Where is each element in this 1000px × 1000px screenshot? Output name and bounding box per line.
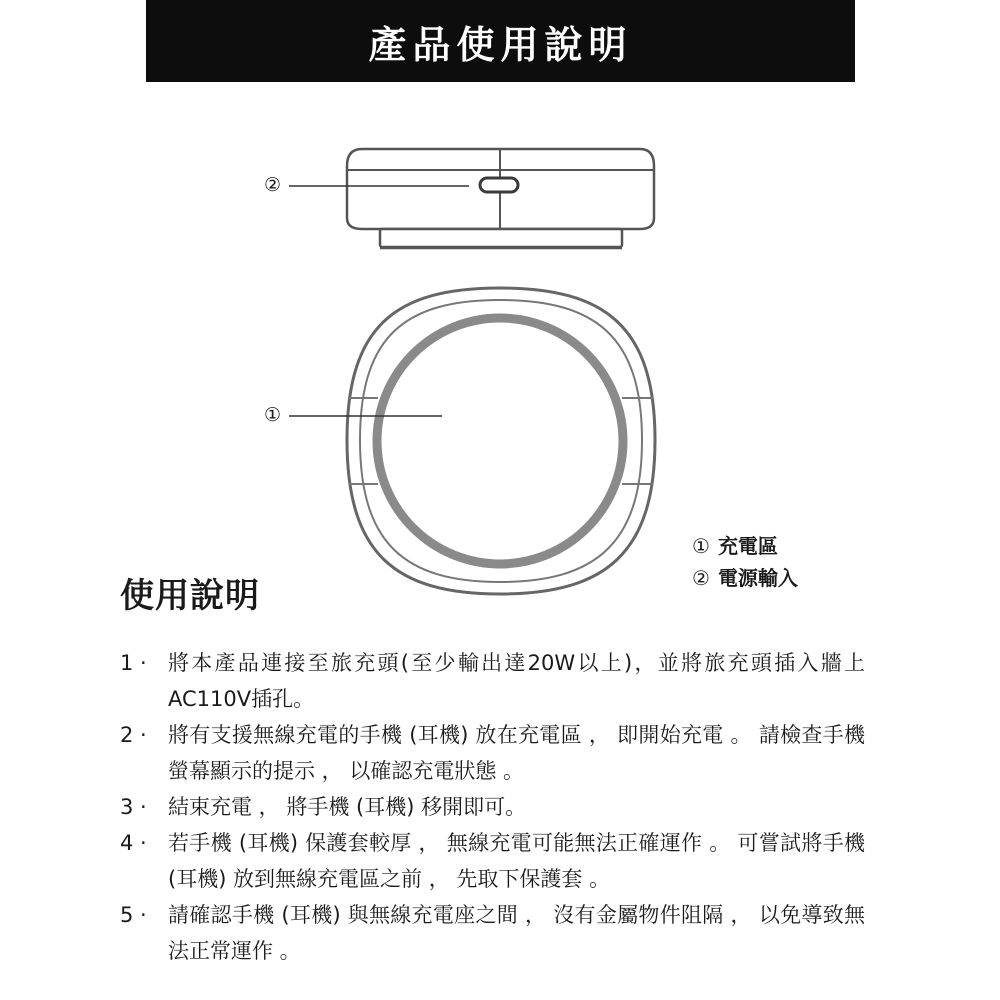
instruction-text: 若手機 (耳機) 保護套較厚 ， 無線充電可能無法正確運作 。 可嘗試將手機 (耳機) 放到無線充電區之前 ， 先取下保護套 。 xyxy=(168,831,865,891)
diagram-legend xyxy=(692,530,798,594)
charger-top-view xyxy=(347,288,655,594)
instruction-text: 結束充電 ， 將手機 (耳機) 移開即可。 xyxy=(168,795,527,819)
instruction-text: 請確認手機 (耳機) 與無線充電座之間 ， 沒有金屬物件阻隔 ， 以免導致無法正常運作 。 xyxy=(168,903,865,963)
legend-label: 充電區 xyxy=(717,534,778,558)
instruction-number: 2 · xyxy=(120,723,147,747)
instruction-number: 5 · xyxy=(120,903,147,927)
instruction-item xyxy=(120,717,865,789)
instruction-number: 4 · xyxy=(120,831,147,855)
legend-item-charging-area xyxy=(692,530,798,562)
instruction-item xyxy=(120,789,865,825)
instructions-list xyxy=(120,645,865,969)
callout-label-1: ① xyxy=(264,404,282,426)
section-title: 使用說明 xyxy=(120,576,260,616)
instruction-text: 將本產品連接至旅充頭(至少輸出達20W以上)，並將旅充頭插入牆上AC110V插孔。 xyxy=(168,651,865,711)
charger-side-view xyxy=(347,149,654,248)
page-title: 產品使用說明 xyxy=(368,22,633,67)
instruction-number: 3 · xyxy=(120,795,147,819)
legend-item-power-input xyxy=(692,562,798,594)
callout-label-2: ② xyxy=(264,174,282,196)
instruction-number: 1 · xyxy=(120,651,147,675)
charging-area-ring xyxy=(377,318,623,564)
instruction-item xyxy=(120,825,865,897)
legend-num: ② xyxy=(692,566,710,590)
power-port-icon xyxy=(480,178,518,192)
legend-label: 電源輸入 xyxy=(717,566,798,590)
legend-num: ① xyxy=(692,534,710,558)
instruction-item xyxy=(120,645,865,717)
instruction-text: 將有支援無線充電的手機 (耳機) 放在充電區 ， 即開始充電 。 請檢查手機螢幕顯示的提示 ， 以確認充電狀態 。 xyxy=(168,723,865,783)
instruction-item xyxy=(120,897,865,969)
